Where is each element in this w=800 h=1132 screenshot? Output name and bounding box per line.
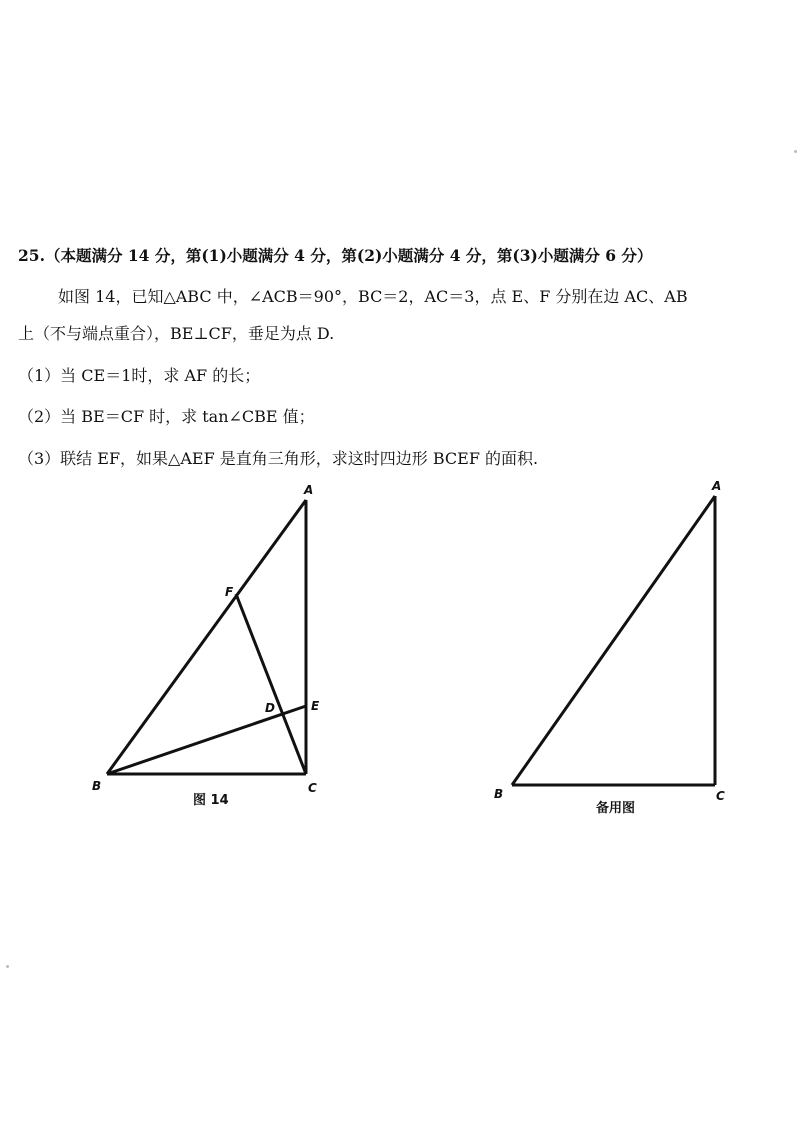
figure-14 bbox=[92, 483, 320, 808]
problem-stem-line-2: 上（不与端点重合），BE⊥CF，垂足为点 D. bbox=[18, 324, 335, 343]
backup-point-label-b: B bbox=[494, 787, 504, 801]
point-label-a: A bbox=[304, 483, 314, 497]
point-label-e: E bbox=[311, 699, 320, 713]
segment-be bbox=[107, 706, 306, 774]
problem-stem-line-1: 如图 14，已知△ABC 中，∠ACB＝90°，BC＝2，AC＝3，点 E、F 分别在边 AC、AB bbox=[58, 287, 688, 306]
segment-ab bbox=[107, 500, 306, 774]
scan-speck bbox=[6, 965, 9, 968]
backup-figure-caption: 备用图 bbox=[596, 801, 636, 816]
question-part-2: （2）当 BE＝CF 时，求 tan∠CBE 值； bbox=[18, 407, 315, 426]
figure-14-caption: 图 14 bbox=[193, 793, 229, 808]
point-label-f: F bbox=[225, 585, 234, 599]
question-part-3: （3）联结 EF，如果△AEF 是直角三角形，求这时四边形 BCEF 的面积. bbox=[18, 449, 539, 468]
point-label-d: D bbox=[265, 701, 275, 715]
point-label-c: C bbox=[308, 781, 317, 795]
backup-point-label-c: C bbox=[716, 789, 725, 803]
scan-speck bbox=[794, 150, 797, 153]
figures-area bbox=[0, 470, 800, 830]
backup-point-label-a: A bbox=[712, 479, 722, 493]
geometry-figures bbox=[0, 470, 800, 830]
backup-segment-ab bbox=[512, 496, 715, 785]
segment-cf bbox=[236, 594, 306, 774]
point-label-b: B bbox=[92, 779, 102, 793]
backup-figure bbox=[494, 479, 725, 816]
problem-heading: 25.（本题满分 14 分，第(1)小题满分 4 分，第(2)小题满分 4 分，第(3)小题满分 6 分） bbox=[18, 246, 653, 265]
question-part-1: （1）当 CE＝1时，求 AF 的长； bbox=[18, 366, 261, 385]
